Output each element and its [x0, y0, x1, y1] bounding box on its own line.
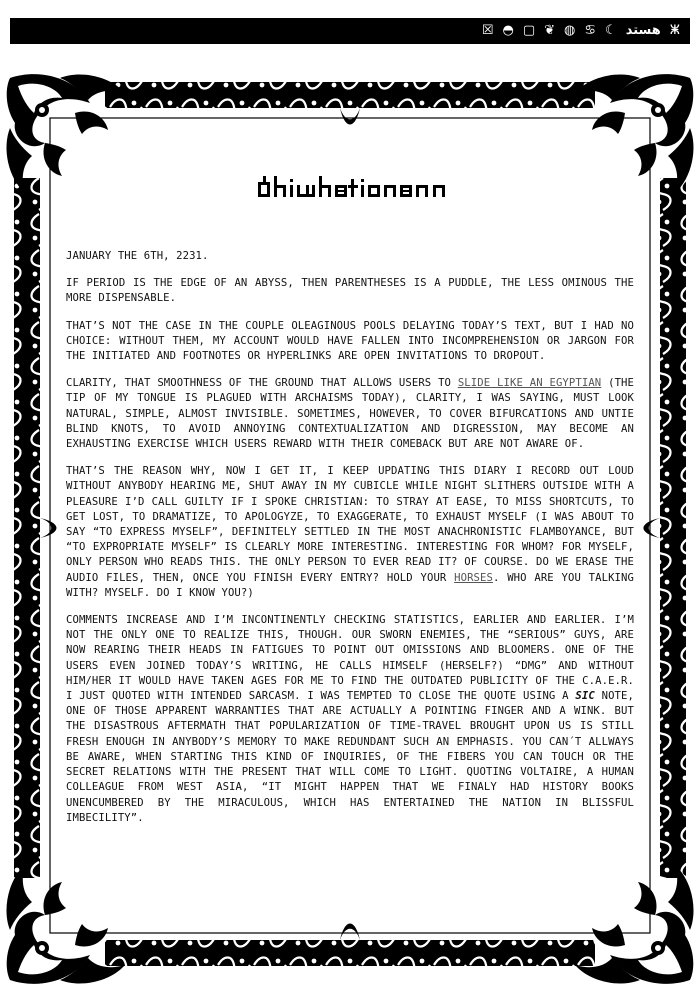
paragraph-1: IF PERIOD IS THE EDGE OF AN ABYSS, THEN PARENTHESES IS A PUDDLE, THE LESS OMINOUS THE MORE DISPENSABLE.: [66, 277, 634, 305]
paragraph-3-end: (THE TIP OF MY TONGUE IS PLAGUED WITH ARCHAISMS TODAY), CLARITY, I WAS SAYING, MUST LOOK NATURAL, SIMPLE, ALMOST INVISIBLE. SOMETIMES, HOWEVER, TO COVER BIFURCATIONS AND UNTIE BLIND KNOTS, TO AVOID ANNOYING CONTEXTUALIZATION AND DIGRESSION, MAY BECOME AN EXHAUSTING EXERCISE WHICH USERS REWARD WITH THEIR COMEBACK BUT ARE NOT AWARE OF.: [66, 377, 635, 451]
horses-link[interactable]: HORSES: [454, 571, 493, 584]
leaf-icon[interactable]: ❦: [544, 23, 556, 38]
brand-text[interactable]: هستد: [625, 23, 661, 38]
paragraph-5-start: COMMENTS INCREASE AND I’M INCONTINENTLY CHECKING STATISTICS, EARLIER AND EARLIER. I’M NOT THE ONLY ONE TO REALIZE THIS, THOUGH. OUR SWORN ENEMIES, THE “SERIOUS” GUYS, ARE NOW REARING THEIR HEADS IN FATIGUES TO POINT OUT OMISSIONS AND BLOOMERS. ONE OF THE USERS EVEN JOINED TODAY’S WRITING, HE CALLS HIMSELF (HERSELF?) “DMG” AND WITHOUT HIM/HER IT WOULD HAVE TAKEN AGES FOR ME TO FIND THE OUTDATED PUBLICITY OF THE C.A.E.R. I JUST QUOTED WITH INTENDED SARCASM. I WAS TEMPTED TO CLOSE THE QUOTE USING A: [66, 614, 634, 703]
cancer-sign-icon[interactable]: ♋: [584, 23, 597, 38]
diary-entry: [66, 175, 634, 838]
square-icon[interactable]: ▢: [522, 23, 536, 38]
top-toolbar: [10, 18, 690, 44]
eye-icon[interactable]: ◓: [502, 23, 514, 38]
close-box-icon[interactable]: ☒: [481, 23, 494, 38]
paragraph-3: [66, 376, 634, 452]
paragraph-4: [66, 464, 634, 601]
entry-date: JANUARY THE 6TH, 2231.: [66, 250, 209, 262]
menu-end-icon[interactable]: ⵥ: [669, 23, 680, 38]
paragraph-3-start: CLARITY, THAT SMOOTHNESS OF THE GROUND THAT ALLOWS USERS TO: [66, 377, 458, 390]
toolbar-icons: [482, 18, 680, 44]
crescent-icon[interactable]: ☾: [605, 23, 617, 38]
paragraph-4-start: THAT’S THE REASON WHY, NOW I GET IT, I KEEP UPDATING THIS DIARY I RECORD OUT LOUD WITHOUT ANYBODY HEARING ME, SHUT AWAY IN MY CUBICLE WHILE NIGHT SLITHERS OUTSIDE WITH A PLEASURE I’D CALL GUILTY IF I SPOKE CHRISTIAN: TO STRAY AT EASE, TO MISS SHORTCUTS, TO GET LOST, TO DRAMATIZE, TO APOLOGYZE, TO EXAGGERATE, TO EXHAUST MYSELF (I WAS ABOUT TO SAY “TO EXPRESS MYSELF”, DEFINITELY SETTLED IN THE MOST ANACHRONISTIC FLAMBOYANCE, BUT “TO EXPROPRIATE MYSELF” IS CLEARLY MORE INTERESTING. INTERESTING FOR WHOM? FOR MYSELF, ONLY PERSON WHO READS THIS. THE ONLY PERSON TO EVER READ IT? OF COURSE. DO WE ERASE THE AUDIO FILES, THEN, ONCE YOU FINISH EVERY ENTRY? HOLD YOUR: [66, 465, 634, 584]
paragraph-5: [66, 613, 634, 826]
sic-emphasis: SIC: [575, 690, 595, 703]
globe-icon[interactable]: ◍: [564, 23, 576, 38]
paragraph-5-end: NOTE, ONE OF THOSE APPARENT WARRANTIES THAT ARE ACTUALLY A POINTING FINGER AND A WINK. BUT THE DISASTROUS AFTERMATH THAT POPULARIZATION OF TIME-TRAVEL BROUGHT UPON US IS STILL FRESH ENOUGH IN ANYBODY’S MEMORY TO MAKE REDUNDANT SUCH AN EMPHASIS. YOU CAN´T ALLWAYS BE AWARE, WHEN STARTING THIS KIND OF INQUIRIES, OF THE FIBERS YOU CAN TOUCH OR THE SECRET RELATIONS WITH THE PRESENT THAT WILL COME TO LIGHT. QUOTING VOLTAIRE, A HUMAN COLLEAGUE FROM WEST ASIA, “IT MIGHT HAPPEN THAT WE FINALY HAD HISTORY BOOKS UNENCUMBERED BY THE MIRACULOUS, WHICH HAS ENTERTAINED THE NATION IN BLISSFUL IMBECILITY”.: [66, 690, 634, 824]
paragraph-2: THAT’S NOT THE CASE IN THE COUPLE OLEAGINOUS POOLS DELAYING TODAY’S TEXT, BUT I HAD NO CHOICE: WITHOUT THEM, MY ACCOUNT WOULD HAVE FALLEN INTO INCOMPREHENSION OR JARGON FOR THE INITIATED AND FOOTNOTES OR HYPERLINKS ARE OPEN INVITATIONS TO DROPOUT.: [66, 319, 634, 363]
paragraph-4-end: . WHO ARE YOU TALKING WITH? MYSELF. DO I KNOW YOU?): [66, 571, 634, 599]
slide-like-an-egyptian-link[interactable]: SLIDE LIKE AN EGYPTIAN: [457, 377, 602, 390]
